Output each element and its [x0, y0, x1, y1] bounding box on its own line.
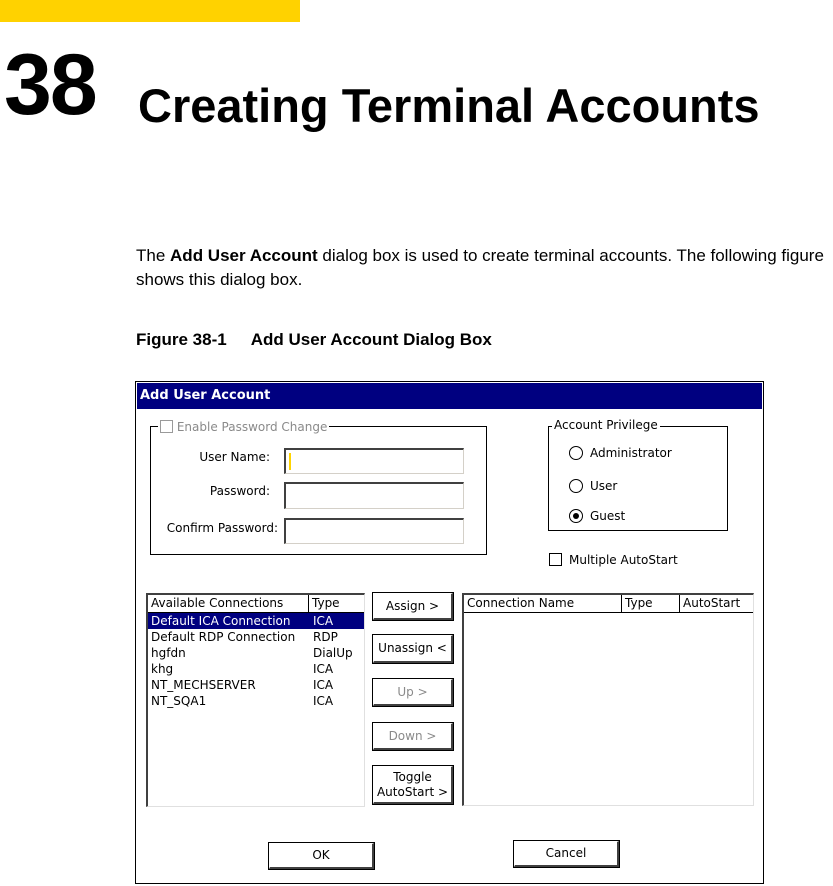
toggle-autostart-line2: AutoStart > [376, 784, 449, 799]
enable-password-change-option [158, 420, 329, 434]
multiple-autostart-label: Multiple AutoStart [569, 553, 678, 567]
connection-name-cell: Default ICA Connection [151, 614, 291, 628]
connection-type-cell: ICA [313, 614, 334, 628]
connection-type-cell: DialUp [313, 646, 353, 660]
user-radio[interactable] [569, 479, 583, 493]
administrator-radio[interactable] [569, 446, 583, 460]
intro-suffix: dialog box is used to create terminal accounts. The following figure shows this dialog box. [136, 246, 824, 289]
available-connections-list[interactable] [146, 593, 365, 807]
chapter-title: Creating Terminal Accounts [138, 79, 760, 132]
figure-label: Figure 38-1 [136, 330, 227, 349]
list-item[interactable] [148, 613, 365, 629]
toggle-autostart-button[interactable] [373, 766, 453, 804]
figure-title: Add User Account Dialog Box [250, 330, 492, 349]
connection-type-cell: ICA [313, 694, 334, 708]
account-privilege-legend: Account Privilege [554, 418, 658, 432]
user-label: User [590, 479, 618, 493]
connection-name-cell: khg [151, 662, 174, 676]
dialog-titlebar: Add User Account [137, 383, 762, 409]
text-caret [289, 453, 291, 470]
guest-label: Guest [590, 509, 626, 523]
up-button[interactable]: Up > [373, 679, 453, 706]
column-header-type[interactable]: Type [309, 595, 365, 613]
user-name-label: User Name: [199, 450, 270, 464]
column-header-connection-name[interactable]: Connection Name [464, 595, 622, 613]
connection-type-cell: RDP [313, 630, 338, 644]
column-header-available-connections[interactable]: Available Connections [148, 595, 309, 613]
chapter-accent-bar [0, 0, 300, 22]
enable-password-change-label: Enable Password Change [176, 420, 328, 434]
figure-caption [136, 330, 492, 350]
list-item[interactable] [148, 629, 365, 645]
confirm-password-field[interactable] [284, 518, 464, 544]
guest-radio[interactable] [569, 509, 583, 523]
chapter-number: 38 [4, 37, 96, 133]
assigned-connections-list[interactable] [462, 593, 754, 806]
list-item[interactable] [148, 645, 365, 661]
intro-prefix: The [136, 246, 171, 265]
down-button[interactable]: Down > [373, 723, 453, 750]
connection-name-cell: NT_MECHSERVER [151, 678, 256, 692]
add-user-account-dialog [135, 381, 764, 884]
intro-bold-term: Add User Account [170, 246, 318, 265]
connection-name-cell: Default RDP Connection [151, 630, 296, 644]
connection-name-cell: hgfdn [151, 646, 186, 660]
column-header-autostart[interactable]: AutoStart [680, 595, 754, 613]
intro-paragraph [136, 244, 833, 292]
unassign-button[interactable]: Unassign < [373, 635, 453, 663]
user-name-field[interactable] [284, 448, 464, 474]
cancel-button[interactable]: Cancel [514, 841, 619, 867]
list-item[interactable] [148, 677, 365, 693]
administrator-label: Administrator [590, 446, 672, 460]
ok-button[interactable]: OK [269, 843, 374, 869]
password-label: Password: [209, 484, 270, 498]
radio-selected-dot [573, 513, 579, 519]
assign-button[interactable]: Assign > [373, 593, 453, 620]
list-item[interactable] [148, 661, 365, 677]
multiple-autostart-checkbox[interactable] [549, 553, 562, 566]
confirm-password-label: Confirm Password: [166, 521, 278, 535]
connection-type-cell: ICA [313, 662, 334, 676]
enable-password-change-checkbox[interactable] [160, 420, 173, 433]
toggle-autostart-line1: Toggle [393, 769, 432, 784]
list-item[interactable] [148, 693, 365, 709]
column-header-assigned-type[interactable]: Type [622, 595, 680, 613]
password-field[interactable] [284, 482, 464, 509]
connection-name-cell: NT_SQA1 [151, 694, 207, 708]
connection-type-cell: ICA [313, 678, 334, 692]
